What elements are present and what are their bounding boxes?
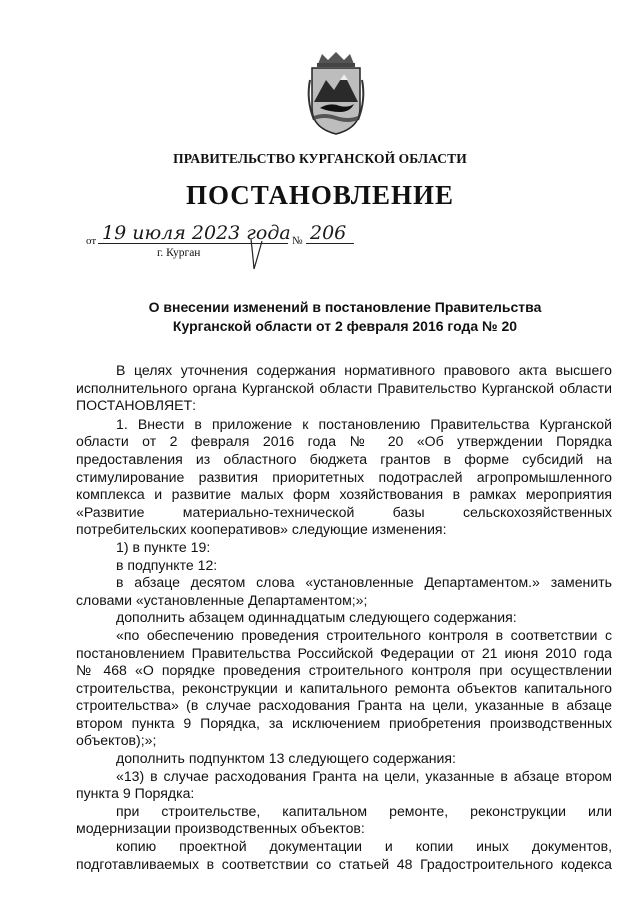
body-line: потребительских кооперативов» следующие изменения: [76, 521, 447, 537]
body-line: при строительстве, капитальном ремонте, реконструкции или [116, 803, 612, 819]
title-line-1: О внесении изменений в постановление Правительства [148, 299, 542, 315]
body-line: стимулирование развития приоритетных подотраслей агропромышленного [76, 469, 612, 485]
body-line: области от 2 февраля 2016 года № 20 «Об утверждении Порядка [76, 433, 612, 449]
body-line: «по обеспечению проведения строительного контроля в соответствии с [116, 627, 612, 643]
body-line: модернизации производственных объектов: [76, 820, 365, 836]
title-line-2: Курганской области от 2 февраля 2016 года № 20 [172, 318, 518, 334]
body-line: пункта 9 Порядка: [76, 785, 195, 801]
body-line: дополнить подпунктом 13 следующего содержания: [116, 750, 456, 766]
coat-of-arms-icon [304, 50, 368, 136]
body-line: в абзаце десятом слова «установленные Департаментом.» заменить [116, 574, 612, 590]
body-line: втором пункта 9 Порядка, за исключением приобретения производственных [76, 715, 612, 731]
body-line: В целях уточнения содержания нормативного правового акта высшего [116, 362, 612, 378]
date-prefix: от [86, 235, 97, 247]
body-line: 1. Внести в приложение к постановлению Правительства Курганской [116, 416, 612, 432]
body-line: предоставления из областного бюджета грантов в форме субсидий на [76, 451, 612, 467]
number-prefix: № [292, 235, 303, 247]
handwritten-mark-icon [248, 237, 264, 273]
body-line: словами «установленные Департаментом;»; [76, 592, 368, 608]
body-line: копию проектной документации и копии иных документов, [116, 838, 612, 854]
city-label: г. Курган [157, 247, 201, 259]
body-line: подготавливаемых в соответствии со статьей 48 Градостроительного кодекса [76, 856, 612, 872]
body-line: исполнительного органа Курганской области Правительство Курганской области [76, 380, 612, 396]
body-line: комплекса и развитие малых форм хозяйствования в рамках мероприятия [76, 486, 612, 502]
body-line: № 468 «О порядке проведения строительного контроля при осуществлении [76, 662, 612, 678]
body-line: «13) в случае расходования Гранта на цели, указанные в абзаце втором [116, 768, 612, 784]
body-line: строительства» (в случае расходования Гранта на цели, указанные в абзаце [76, 697, 612, 713]
date-value: 19 июля 2023 года [102, 222, 291, 244]
number-value: 206 [310, 222, 347, 244]
body-line: дополнить абзацем одиннадцатым следующего содержания: [116, 609, 517, 625]
body-line: постановлением Правительства Российской Федерации от 21 июня 2010 года [76, 645, 612, 661]
body-line: в подпункте 12: [116, 557, 218, 573]
body-line: строительства, реконструкции и капитального ремонта объектов капитального [76, 680, 612, 696]
body-line: «Развитие материально-технической базы сельскохозяйственных [76, 504, 612, 520]
government-name: ПРАВИТЕЛЬСТВО КУРГАНСКОЙ ОБЛАСТИ [173, 151, 467, 166]
body-line: 1) в пункте 19: [116, 539, 211, 555]
body-line: ПОСТАНОВЛЯЕТ: [76, 397, 197, 413]
body-line: объектов);»; [76, 732, 157, 748]
document-type: ПОСТАНОВЛЕНИЕ [185, 180, 455, 210]
number-underline [306, 243, 354, 244]
